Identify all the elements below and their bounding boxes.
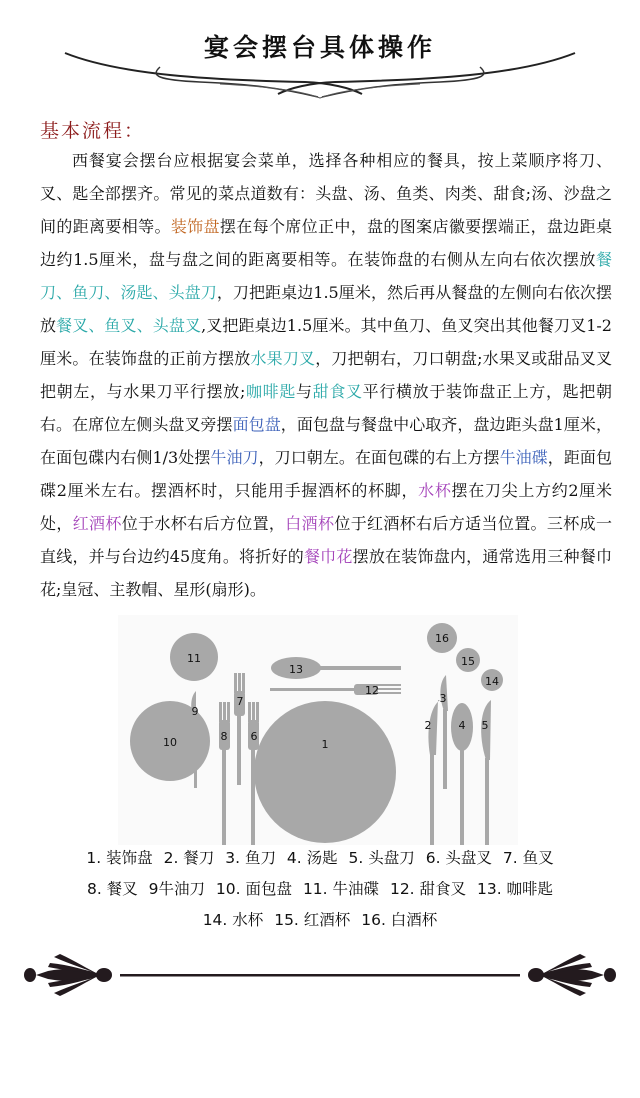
label-10: 10 [163,736,177,749]
highlight-term: 甜食叉 [312,382,363,401]
label-5: 5 [481,719,489,732]
legend-item: 9牛油刀 [148,880,205,898]
text-segment: 位于红酒杯右后方适当位置。三杯成一直线，并与台边约45度角。将折好的 [40,514,612,566]
legend-item: 14. 水杯 [202,911,264,929]
legend-item: 7. 鱼叉 [502,849,554,867]
highlight-term: 水果刀叉 [250,349,316,368]
text-segment: 位于水杯右后方位置， [121,514,286,533]
page-title: 宴会摆台具体操作 [203,33,436,62]
text-segment: 摆在每个席位正中，盘的图案店徽要摆端正，盘边距桌边约1.5厘米，盘与盘之间的距离要相等。在装饰盘的右侧从左向右依次摆放 [40,217,612,269]
legend-row-2 [60,874,580,905]
label-16: 16 [435,632,449,645]
highlight-term: 装饰盘 [170,217,220,236]
highlight-term: 牛油刀 [210,448,259,467]
paragraph-text [40,144,612,606]
legend-row-3 [60,905,580,936]
text-segment: 平行横放于装饰盘正上方，匙把朝右。在席位左侧头盘叉旁摆 [40,382,612,434]
highlight-term: 红酒杯 [72,514,122,533]
label-13: 13 [289,663,303,676]
diagram-legend [60,843,580,936]
label-6: 6 [250,730,258,743]
label-15: 15 [461,655,475,668]
section-heading: 基本流程： [40,120,146,142]
text-segment: 摆在刀尖上方约2厘米处， [40,481,612,533]
legend-item: 11. 牛油碟 [302,880,380,898]
text-segment: 与 [296,382,313,401]
highlight-term: 水杯 [418,481,452,500]
text-segment: ，距面包碟2厘米左右。摆酒杯时，只能用手握酒杯的杯脚， [40,448,612,500]
highlight-term: 面包盘 [232,415,281,434]
highlight-term: 餐巾花 [303,547,353,566]
legend-item: 15. 红酒杯 [274,911,351,929]
label-4: 4 [458,719,466,732]
legend-item: 8. 餐叉 [86,880,138,898]
table-setting-diagram [118,615,518,845]
legend-item: 12. 甜食叉 [389,880,467,898]
highlight-term: 白酒杯 [285,514,335,533]
legend-item: 16. 白酒杯 [361,911,438,929]
title-banner [0,0,640,110]
label-9: 9 [191,705,199,718]
highlight-term: 咖啡匙 [245,382,296,401]
legend-item: 1. 装饰盘 [86,849,153,867]
text-segment: ，刀把距桌边1.5厘米，然后再从餐盘的左侧向右依次摆放 [40,283,612,335]
show-plate-icon [254,701,396,843]
legend-row-1 [60,843,580,874]
body-paragraph [40,144,612,606]
legend-item: 10. 面包盘 [215,880,292,898]
label-12: 12 [365,684,379,697]
label-11: 11 [187,652,201,665]
text-segment: 摆放在装饰盘内，通常选用三种餐巾花;皇冠、主教帽、星形(扇形)。 [40,547,612,599]
legend-item: 4. 汤匙 [286,849,338,867]
legend-item: 6. 头盘叉 [425,849,492,867]
label-7: 7 [236,695,244,708]
legend-item: 3. 鱼刀 [225,849,276,867]
highlight-term: 餐叉、鱼叉、头盘叉 [56,316,202,335]
text-segment: ，面包盘与餐盘中心取齐，盘边距头盘1厘米，在面包碟内右侧1/3处摆 [40,415,612,467]
highlight-term: 餐刀、鱼刀、汤匙、头盘刀 [40,250,612,302]
legend-item: 5. 头盘刀 [348,849,415,867]
label-1: 1 [321,738,329,751]
legend-item: 13. 咖啡匙 [476,880,554,898]
text-segment: ,叉把距桌边1.5厘米。其中鱼刀、鱼叉突出其他餐刀叉1-2厘米。在装饰盘的正前方摆放 [40,316,612,368]
label-8: 8 [220,730,228,743]
label-14: 14 [485,675,499,688]
legend-item: 2. 餐刀 [163,849,215,867]
label-2: 2 [424,719,432,732]
highlight-term: 牛油碟 [499,448,548,467]
label-3: 3 [439,692,447,705]
ornamental-divider-icon [20,945,620,1005]
text-segment: ，刀把朝右，刀口朝盘;水果叉或甜品叉叉把朝左，与水果刀平行摆放; [40,349,612,401]
text-segment: 西餐宴会摆台应根据宴会菜单，选择各种相应的餐具，按上菜顺序将刀、叉、匙全部摆齐。常见的菜点道数有：头盘、汤、鱼类、肉类、甜食;汤、沙盘之间的距离要相等。 [40,151,612,236]
text-segment: ，刀口朝左。在面包碟的右上方摆 [258,448,500,467]
